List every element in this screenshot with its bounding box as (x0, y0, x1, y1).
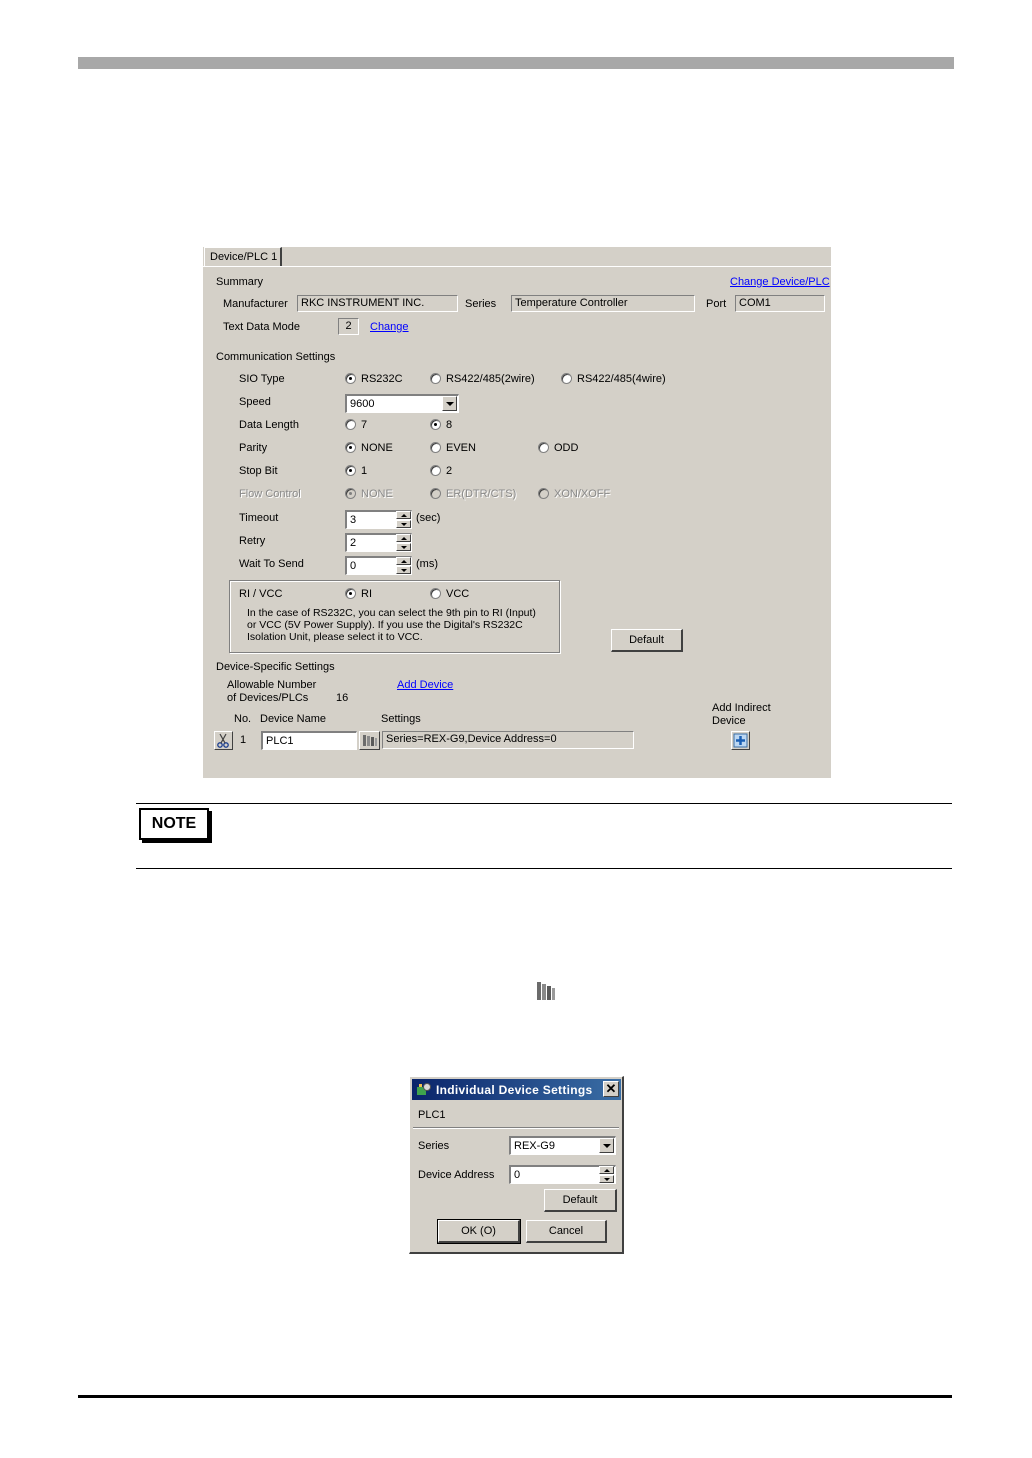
stop-bit-1-radio[interactable] (345, 465, 356, 476)
settings-field: Series=REX-G9,Device Address=0 (382, 731, 634, 749)
timeout-unit: (sec) (416, 512, 441, 524)
tab-divider (203, 266, 831, 267)
sio-option-label: RS422/485(2wire) (446, 373, 535, 385)
retry-value: 2 (350, 537, 357, 549)
manufacturer-field: RKC INSTRUMENT INC. (297, 295, 458, 312)
cut-icon[interactable] (214, 731, 233, 750)
dialog-device-address-value: 0 (514, 1169, 521, 1181)
ok-button[interactable]: OK (O) (438, 1220, 520, 1243)
row-no: 1 (240, 734, 247, 746)
speed-label: Speed (239, 396, 271, 408)
flow-option-label: ER(DTR/CTS) (446, 488, 517, 500)
data-length-7-radio[interactable] (345, 419, 356, 430)
data-length-8-radio[interactable] (430, 419, 441, 430)
parity-option-label: EVEN (446, 442, 476, 454)
allowable-label: of Devices/PLCs (227, 692, 309, 704)
flow-option-label: XON/XOFF (554, 488, 611, 500)
chevron-down-icon[interactable] (599, 1138, 614, 1153)
parity-label: Parity (239, 442, 268, 454)
timeout-value: 3 (350, 514, 357, 526)
dialog-default-button[interactable]: Default (544, 1189, 617, 1212)
close-icon[interactable]: ✕ (603, 1081, 619, 1097)
footer-rule (78, 1395, 952, 1398)
settings-icon (533, 978, 559, 1004)
spin-up-icon[interactable] (599, 1166, 614, 1174)
stop-bit-2-radio[interactable] (430, 465, 441, 476)
flow-xon-radio (538, 488, 549, 499)
chevron-down-icon[interactable] (442, 396, 457, 411)
ri-vcc-label: RI / VCC (239, 588, 283, 600)
spin-down-icon[interactable] (396, 520, 411, 528)
speed-value: 9600 (350, 398, 375, 410)
spin-up-icon[interactable] (396, 557, 411, 565)
flow-option-label: NONE (361, 488, 393, 500)
add-indirect-label: Add Indirect (712, 702, 771, 714)
dialog-device-address-label: Device Address (418, 1169, 495, 1181)
sio-option-label: RS232C (361, 373, 403, 385)
add-indirect-label: Device (712, 715, 746, 727)
timeout-spinner[interactable] (396, 511, 411, 528)
stop-bit-option-label: 2 (446, 465, 453, 477)
sio-type-label: SIO Type (239, 373, 285, 385)
stop-bit-option-label: 1 (361, 465, 368, 477)
ri-vcc-help-line: or VCC (5V Power Supply). If you use the Digital's RS232C (247, 619, 523, 631)
ri-vcc-option-label: RI (361, 588, 372, 600)
col-no: No. (234, 713, 252, 725)
add-indirect-device-icon[interactable] (731, 731, 750, 750)
comm-settings-label: Communication Settings (216, 351, 336, 363)
wait-to-send-value: 0 (350, 560, 357, 572)
text-data-mode-field: 2 (338, 318, 359, 335)
summary-label: Summary (216, 276, 264, 288)
dialog-divider (413, 1127, 619, 1128)
manufacturer-label: Manufacturer (223, 298, 288, 310)
wait-to-send-label: Wait To Send (239, 558, 304, 570)
flow-none-radio (345, 488, 356, 499)
change-device-plc-link[interactable]: Change Device/PLC (730, 276, 830, 288)
sio-rs422-2wire-radio[interactable] (430, 373, 441, 384)
ri-radio[interactable] (345, 588, 356, 599)
timeout-label: Timeout (239, 512, 279, 524)
note-badge: NOTE (139, 808, 209, 840)
series-field: Temperature Controller (511, 295, 695, 312)
spin-up-icon[interactable] (396, 511, 411, 519)
port-label: Port (706, 298, 727, 310)
port-field: COM1 (735, 295, 825, 312)
dialog-series-value: REX-G9 (514, 1140, 555, 1152)
flow-control-label: Flow Control (239, 488, 301, 500)
sio-rs232c-radio[interactable] (345, 373, 356, 384)
spin-up-icon[interactable] (396, 534, 411, 542)
wait-to-send-unit: (ms) (416, 558, 438, 570)
parity-none-radio[interactable] (345, 442, 356, 453)
data-length-option-label: 7 (361, 419, 368, 431)
wait-to-send-spinner[interactable] (396, 557, 411, 574)
spin-down-icon[interactable] (599, 1175, 614, 1183)
tab-label: Device/PLC 1 (210, 251, 278, 263)
col-device-name: Device Name (260, 713, 327, 725)
device-settings-icon (416, 1082, 432, 1097)
dialog-device-name: PLC1 (418, 1109, 446, 1121)
dialog-titlebar[interactable] (412, 1079, 621, 1100)
parity-odd-radio[interactable] (538, 442, 549, 453)
device-specific-label: Device-Specific Settings (216, 661, 335, 673)
text-data-mode-label: Text Data Mode (223, 321, 301, 333)
vcc-radio[interactable] (430, 588, 441, 599)
series-label: Series (465, 298, 497, 310)
ri-vcc-help-line: Isolation Unit, please select it to VCC. (247, 631, 423, 643)
spin-down-icon[interactable] (396, 543, 411, 551)
allowable-label: Allowable Number (227, 679, 317, 691)
add-device-link[interactable]: Add Device (397, 679, 454, 691)
dialog-title: Individual Device Settings (436, 1083, 593, 1097)
stop-bit-label: Stop Bit (239, 465, 278, 477)
data-length-option-label: 8 (446, 419, 453, 431)
ri-vcc-option-label: VCC (446, 588, 470, 600)
retry-label: Retry (239, 535, 266, 547)
device-name-input[interactable] (261, 731, 357, 750)
settings-icon[interactable] (359, 731, 380, 750)
col-settings: Settings (381, 713, 421, 725)
note-bottom-rule (136, 868, 952, 869)
dialog-series-label: Series (418, 1140, 450, 1152)
sio-option-label: RS422/485(4wire) (577, 373, 666, 385)
note-top-rule (136, 803, 952, 804)
tab-device-plc-1[interactable] (204, 247, 282, 266)
ri-vcc-help-line: In the case of RS232C, you can select the 9th pin to RI (Input) (247, 607, 536, 619)
retry-spinner[interactable] (396, 534, 411, 551)
parity-option-label: ODD (554, 442, 579, 454)
change-text-mode-link[interactable]: Change (370, 321, 409, 333)
allowable-value: 16 (336, 692, 349, 704)
default-button[interactable]: Default (611, 629, 683, 652)
sio-rs422-4wire-radio[interactable] (561, 373, 572, 384)
spin-down-icon[interactable] (396, 566, 411, 574)
cancel-button[interactable]: Cancel (526, 1220, 607, 1243)
parity-option-label: NONE (361, 442, 393, 454)
device-name-value: PLC1 (266, 735, 294, 747)
device-address-spinner[interactable] (599, 1166, 614, 1183)
flow-er-radio (430, 488, 441, 499)
header-rule (78, 57, 954, 69)
data-length-label: Data Length (239, 419, 299, 431)
parity-even-radio[interactable] (430, 442, 441, 453)
